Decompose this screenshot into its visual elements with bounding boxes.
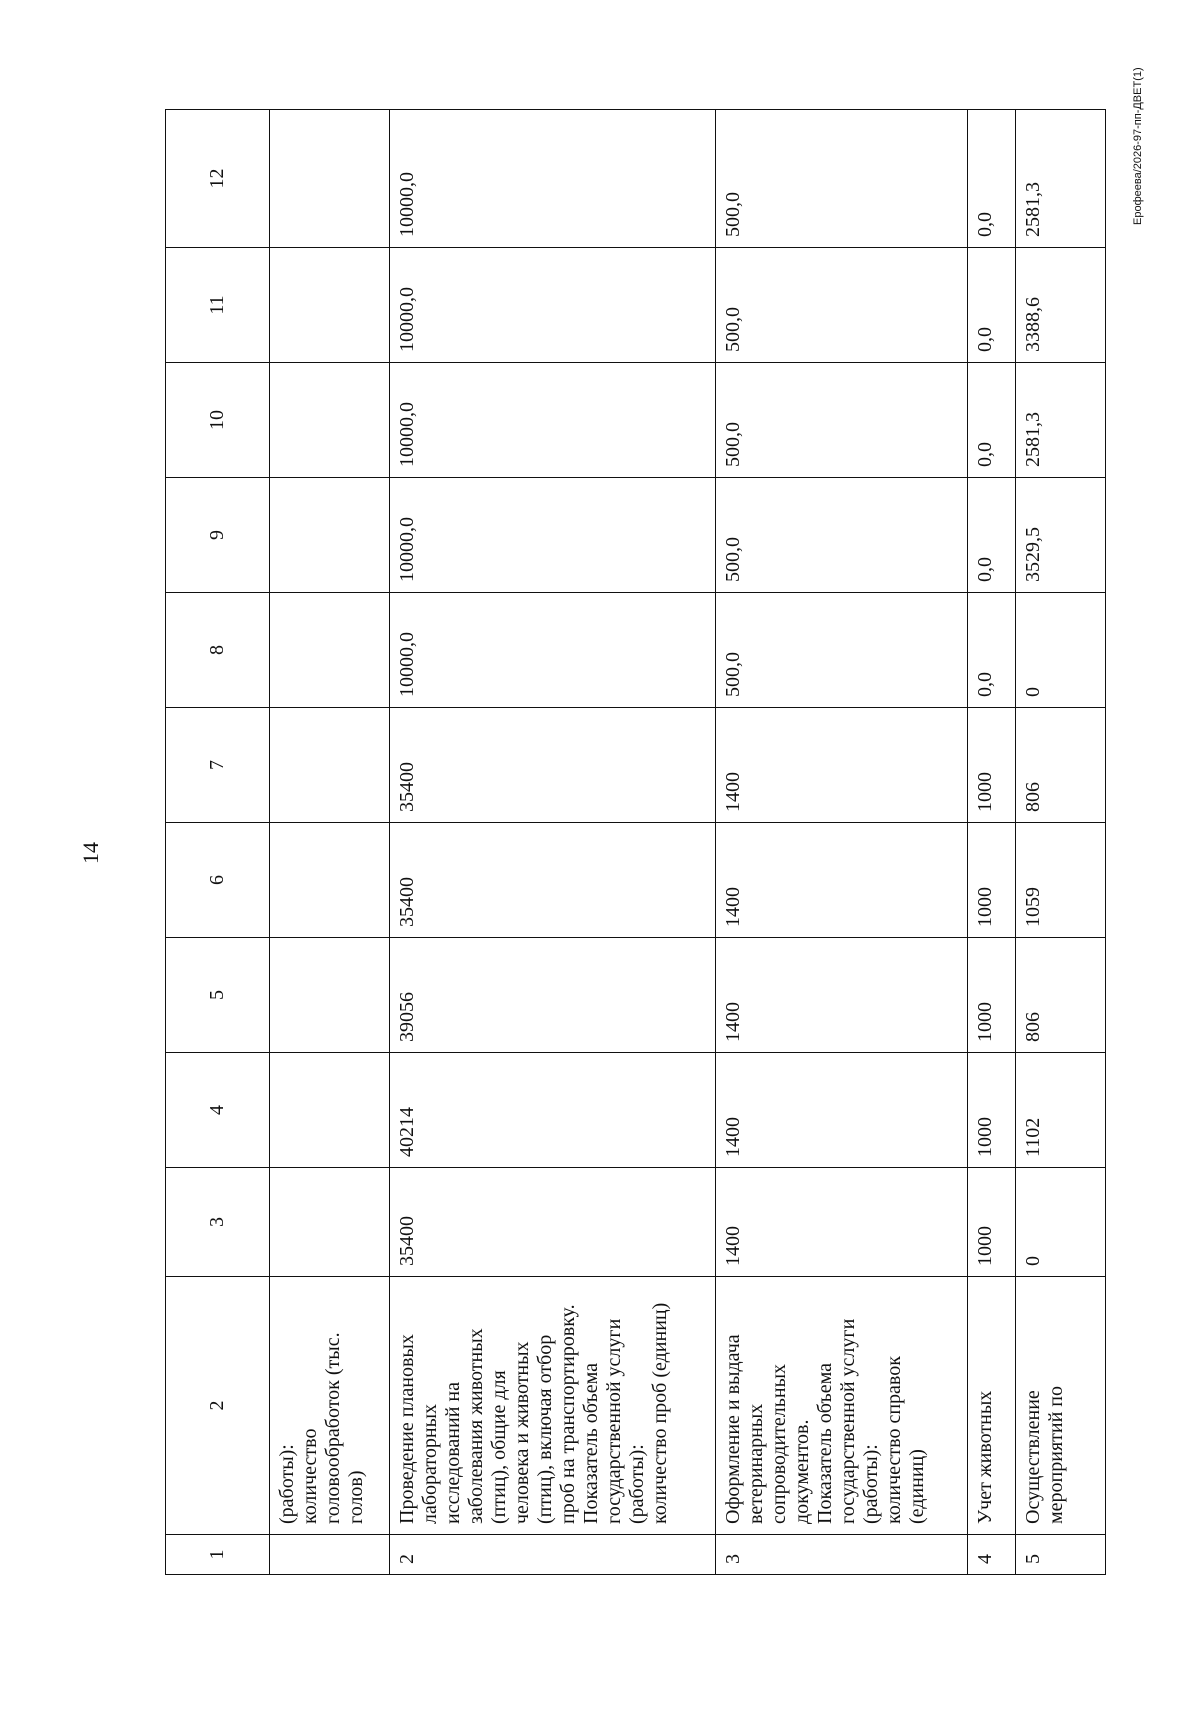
value-cell: 806 xyxy=(1016,938,1106,1053)
value-cell: 500,0 xyxy=(716,248,968,363)
value-cell: 1000 xyxy=(968,708,1016,823)
header-cell: 9 xyxy=(166,478,270,593)
value-cell: 35400 xyxy=(390,708,716,823)
value-cell: 10000,0 xyxy=(390,593,716,708)
value-cell: 2581,3 xyxy=(1016,110,1106,248)
value-cell: 1400 xyxy=(716,708,968,823)
row-number-cell xyxy=(270,1535,390,1575)
rotated-table-container xyxy=(165,110,1115,1575)
value-cell xyxy=(270,1168,390,1277)
header-cell: 2 xyxy=(166,1277,270,1535)
table-row xyxy=(390,110,716,1575)
value-cell: 0,0 xyxy=(968,110,1016,248)
header-cell: 8 xyxy=(166,593,270,708)
page-number: 14 xyxy=(78,842,103,864)
row-name-cell: Учет животных xyxy=(968,1277,1016,1535)
value-cell: 40214 xyxy=(390,1053,716,1168)
value-cell: 10000,0 xyxy=(390,478,716,593)
value-cell: 35400 xyxy=(390,1168,716,1277)
header-cell: 12 xyxy=(166,110,270,248)
header-cell: 6 xyxy=(166,823,270,938)
value-cell: 1400 xyxy=(716,1053,968,1168)
value-cell: 3388,6 xyxy=(1016,248,1106,363)
value-cell xyxy=(270,110,390,248)
row-name-cell: Осуществление мероприятий по xyxy=(1016,1277,1106,1535)
value-cell: 0 xyxy=(1016,593,1106,708)
data-table xyxy=(165,109,1106,1575)
value-cell: 806 xyxy=(1016,708,1106,823)
row-number-cell: 3 xyxy=(716,1535,968,1575)
value-cell: 1000 xyxy=(968,938,1016,1053)
value-cell xyxy=(270,823,390,938)
header-cell: 4 xyxy=(166,1053,270,1168)
table-row xyxy=(716,110,968,1575)
header-cell: 10 xyxy=(166,363,270,478)
header-cell: 1 xyxy=(166,1535,270,1575)
value-cell: 1400 xyxy=(716,1168,968,1277)
value-cell: 39056 xyxy=(390,938,716,1053)
value-cell: 500,0 xyxy=(716,363,968,478)
row-name-cell: Проведение плановых лабораторных исследований на заболевания животных (птиц), общие для человека и животных (птиц), включая отбор проб на транспортировку. Показатель объема государственной услуги (работы): количество проб (единиц) xyxy=(390,1277,716,1535)
value-cell xyxy=(270,593,390,708)
header-cell: 11 xyxy=(166,248,270,363)
value-cell xyxy=(270,938,390,1053)
value-cell: 0,0 xyxy=(968,248,1016,363)
value-cell: 500,0 xyxy=(716,478,968,593)
row-number-cell: 2 xyxy=(390,1535,716,1575)
table-row xyxy=(968,110,1016,1575)
table-row xyxy=(270,110,390,1575)
value-cell: 0,0 xyxy=(968,478,1016,593)
value-cell: 35400 xyxy=(390,823,716,938)
value-cell xyxy=(270,248,390,363)
value-cell: 1000 xyxy=(968,1053,1016,1168)
row-number-cell: 5 xyxy=(1016,1535,1106,1575)
header-cell: 5 xyxy=(166,938,270,1053)
header-cell: 3 xyxy=(166,1168,270,1277)
value-cell: 10000,0 xyxy=(390,110,716,248)
value-cell: 0 xyxy=(1016,1168,1106,1277)
value-cell: 1000 xyxy=(968,823,1016,938)
value-cell xyxy=(270,478,390,593)
table-body xyxy=(166,110,1106,1575)
table-header-row xyxy=(166,110,270,1575)
value-cell: 0,0 xyxy=(968,363,1016,478)
value-cell: 1000 xyxy=(968,1168,1016,1277)
value-cell xyxy=(270,363,390,478)
table-row xyxy=(1016,110,1106,1575)
value-cell: 2581,3 xyxy=(1016,363,1106,478)
document-stamp: Ерофеева/2026-97-пп-ДВЕТ(1) xyxy=(1132,67,1144,225)
row-number-cell: 4 xyxy=(968,1535,1016,1575)
header-cell: 7 xyxy=(166,708,270,823)
row-name-cell: Оформление и выдача ветеринарных сопроводительных документов. Показатель объема государственной услуги (работы): количество справок (единиц) xyxy=(716,1277,968,1535)
value-cell: 10000,0 xyxy=(390,248,716,363)
value-cell xyxy=(270,708,390,823)
value-cell: 500,0 xyxy=(716,110,968,248)
value-cell: 1059 xyxy=(1016,823,1106,938)
value-cell: 0,0 xyxy=(968,593,1016,708)
value-cell: 1400 xyxy=(716,938,968,1053)
value-cell: 10000,0 xyxy=(390,363,716,478)
value-cell: 500,0 xyxy=(716,593,968,708)
value-cell: 1102 xyxy=(1016,1053,1106,1168)
value-cell: 3529,5 xyxy=(1016,478,1106,593)
value-cell xyxy=(270,1053,390,1168)
value-cell: 1400 xyxy=(716,823,968,938)
row-name-cell: (работы): количество головообработок (тыс. голов) xyxy=(270,1277,390,1535)
